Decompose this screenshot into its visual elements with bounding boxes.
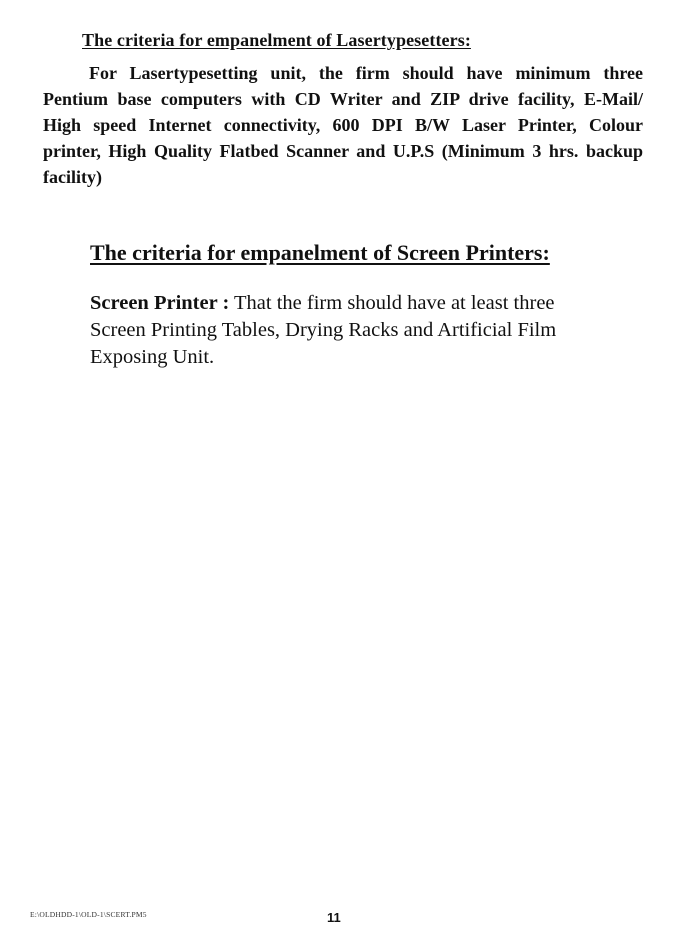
section-heading-lasertypesetters: The criteria for empanelment of Lasertypesetters: <box>82 30 471 50</box>
paragraph-line: Exposing Unit. <box>90 346 215 368</box>
term-definition: That the firm should have at least three <box>229 292 555 314</box>
paragraph-line: facility) <box>43 167 102 187</box>
lasertypesetters-criteria-paragraph <box>43 60 643 190</box>
paragraph-line: For Lasertypesetting unit, the firm should have minimum three <box>89 63 643 83</box>
paragraph-line: High speed Internet connectivity, 600 DPI B/W Laser Printer, Colour <box>43 115 643 135</box>
paragraph-line: printer, High Quality Flatbed Scanner and U.P.S (Minimum 3 hrs. backup <box>43 141 643 161</box>
paragraph-line <box>90 290 610 317</box>
paragraph-line: Pentium base computers with CD Writer and ZIP drive facility, E-Mail/ <box>43 89 643 109</box>
paragraph-line: Screen Printing Tables, Drying Racks and Artificial Film <box>90 319 557 341</box>
section-heading-screen-printers: The criteria for empanelment of Screen Printers: <box>90 240 550 265</box>
page-number: 11 <box>327 910 341 925</box>
screen-printers-criteria-paragraph <box>90 290 610 371</box>
term-label: Screen Printer : <box>90 292 230 314</box>
footer-file-path: E:\OLDHDD-1\OLD-1\SCERT.PM5 <box>30 910 147 919</box>
